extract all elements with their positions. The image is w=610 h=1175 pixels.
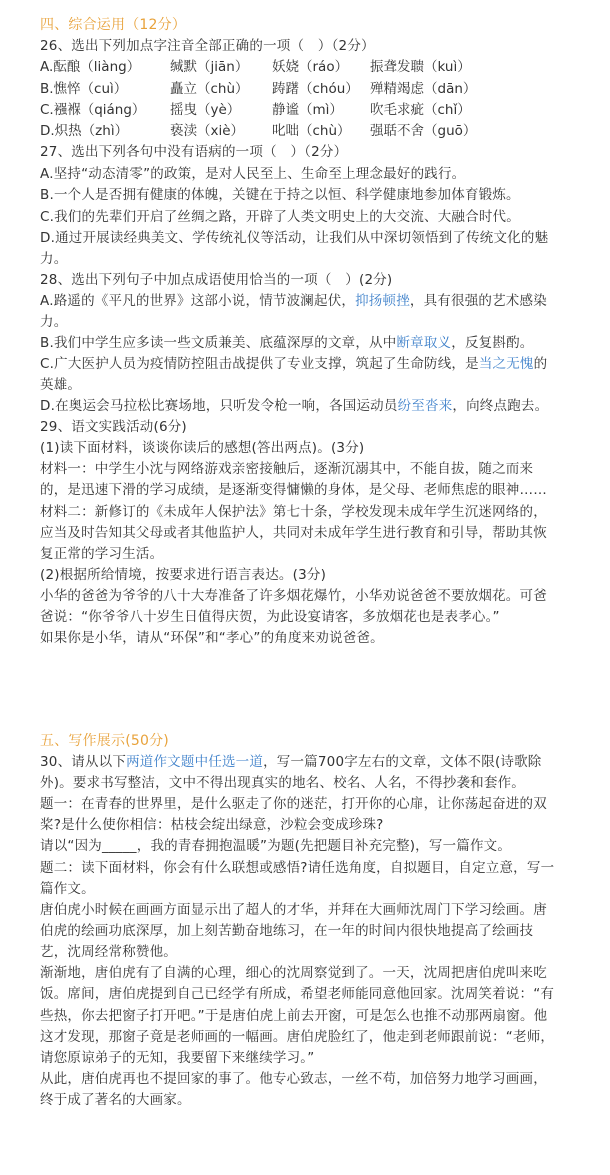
- q27-option-d: D.通过开展读经典美文、学传统礼仪等活动，让我们从中深切领悟到了传统文化的魅: [40, 230, 549, 246]
- topic1-line2: 桨?是什么使你相信：枯枝会绽出绿意，沙粒会变成珍珠?: [40, 817, 384, 833]
- q28-d-text: D.在奥运会马拉松比赛场地，只听发令枪一响，各国运动员: [40, 398, 398, 414]
- q26-a-2: 缄默（jiān）: [170, 59, 249, 75]
- q26-b-4: 殚精竭虑（dān）: [370, 81, 477, 97]
- topic2-line1: 题二：读下面材料，你会有什么联想或感悟?请任选角度，自拟题目，自定立意，写一: [40, 860, 555, 876]
- q29-stem: 29、语文实践活动(6分): [40, 419, 187, 435]
- q28-option-d: [40, 396, 602, 416]
- q29-material1: 材料一：中学生小沈与网络游戏亲密接触后，逐渐沉溺其中，不能自拔，随之而来: [40, 461, 534, 477]
- q26-a-3: 妖娆（ráo）: [272, 59, 349, 75]
- q28-b-idiom: 断章取义: [396, 335, 452, 351]
- q28-c-text: C.广大医护人员为疫情防控阻击战提供了专业支撑，筑起了生命防线，是: [40, 356, 479, 372]
- q26-d-3: 叱咄（chù）: [272, 123, 351, 139]
- q26-option-row-c: [40, 100, 602, 120]
- q30-stem: [40, 752, 602, 772]
- q30-text-end: ，写一篇700字左右的文章，文体不限(诗歌除: [263, 754, 542, 770]
- q27-option-d-cont: 力。: [40, 251, 68, 267]
- q28-a-idiom: 抑扬顿挫: [355, 293, 410, 309]
- q27-option-b: B.一个人是否拥有健康的体魄，关键在于持之以恒、科学健康地参加体育锻炼。: [40, 187, 520, 203]
- q26-c-3: 静谧（mì）: [272, 102, 343, 118]
- story-p1-line1: 唐伯虎小时候在画画方面显示出了超人的才华，并拜在大画师沈周门下学习绘画。唐: [40, 902, 547, 918]
- q29-scenario-cont: 爸说：“你爷爷八十岁生日值得庆贺，为此设宴请客，多放烟花也是表孝心。”: [40, 609, 500, 625]
- q28-a-text: A.路遥的《平凡的世界》这部小说，情节波澜起伏，: [40, 293, 356, 309]
- topic1-line3: 请以“因为_____，我的青春拥抱温暖”为题(先把题目补充完整)，写一篇作文。: [40, 838, 512, 854]
- q26-c-4: 吹毛求疵（chǐ）: [370, 102, 471, 118]
- q26-d-4: 强聒不舍（guō）: [370, 123, 477, 139]
- q26-b-1: B.憔悴（cuì）: [40, 81, 128, 97]
- q26-c-2: 摇曳（yè）: [170, 102, 241, 118]
- q29-material2: 材料二：新修订的《未成年人保护法》第七十条，学校发现未成年学生沉迷网络的，: [40, 504, 547, 520]
- q28-option-b: [40, 333, 602, 353]
- q26-b-2: 矗立（chù）: [170, 81, 249, 97]
- q30-highlight: 两道作文题中任选一道: [126, 754, 264, 770]
- q28-stem: 28、选出下列句子中加点成语使用恰当的一项（ ）(2分): [40, 272, 393, 288]
- q26-a-4: 振聋发聩（kuì）: [370, 59, 471, 75]
- q26-b-3: 踌躇（chóu）: [272, 81, 359, 97]
- q29-material2-cont: 应当及时告知其父母或者其他监护人，共同对未成年学生进行教育和引导，帮助其恢: [40, 525, 547, 541]
- story-p3-line2: 终于成了著名的大画家。: [40, 1092, 191, 1108]
- section-heading-part5: 五、写作展示(50分): [40, 733, 169, 749]
- section-heading-part4: 四、综合运用（12分）: [40, 17, 187, 33]
- q26-option-row-d: [40, 121, 602, 141]
- story-p3-line1: 从此，唐伯虎再也不提回家的事了。他专心致志，一丝不苟，加倍努力地学习画画，: [40, 1071, 547, 1087]
- story-p2-line5: 请您原谅弟子的无知，我要留下来继续学习。”: [40, 1050, 315, 1066]
- q27-option-a: A.坚持“动态清零”的政策，是对人民至上、生命至上理念最好的践行。: [40, 166, 466, 182]
- q26-option-row-a: [40, 57, 602, 77]
- q27-stem: 27、选出下列各句中没有语病的一项（ ）（2分）: [40, 144, 348, 160]
- q26-stem: 26、选出下列加点字注音全部正确的一项（ ）（2分）: [40, 38, 375, 54]
- story-p1-line3: 艺，沈周经常称赞他。: [40, 944, 177, 960]
- q28-d-text-end: ，向终点跑去。: [452, 398, 549, 414]
- q26-d-2: 亵渎（xiè）: [170, 123, 245, 139]
- q28-option-c-cont: 英雄。: [40, 377, 82, 393]
- q29-task: 如果你是小华，请从“环保”和“孝心”的角度来劝说爸爸。: [40, 630, 384, 646]
- story-p2-line1: 渐渐地，唐伯虎有了自满的心理，细心的沈周察觉到了。一天，沈周把唐伯虎叫来吃: [40, 965, 547, 981]
- q27-option-c: C.我们的先辈们开启了丝绸之路，开辟了人类文明史上的大交流、大融合时代。: [40, 209, 520, 225]
- q30-stem-cont: 外)。要求书写整洁，文中不得出现真实的地名、校名、人名，不得抄袭和套作。: [40, 775, 525, 791]
- q28-option-a-cont: 力。: [40, 314, 68, 330]
- q29-sub2: (2)根据所给情境，按要求进行语言表达。(3分): [40, 567, 327, 583]
- q30-text: 30、请从以下: [40, 754, 127, 770]
- story-p2-line2: 饭。席间，唐伯虎提到自己已经学有所成，希望老师能同意他回家。沈周笑着说：“有: [40, 986, 555, 1002]
- q28-a-text-end: ，具有很强的艺术感染: [409, 293, 547, 309]
- topic1-line1: 题一：在青春的世界里，是什么驱走了你的迷茫，打开你的心扉，让你荡起奋进的双: [40, 796, 547, 812]
- story-p1-line2: 伯虎的绘画功底深厚，加上刻苦勤奋地练习，在一年的时间内很快地提高了绘画技: [40, 923, 534, 939]
- q28-c-idiom: 当之无愧: [478, 356, 534, 372]
- q28-b-text-end: ，反复斟酌。: [451, 335, 534, 351]
- q28-c-text-end: 的: [533, 356, 548, 372]
- q28-option-c: [40, 354, 602, 374]
- q26-c-1: C.襁褓（qiáng）: [40, 102, 146, 118]
- q28-option-a: [40, 291, 602, 311]
- q29-material2-cont2: 复正常的学习生活。: [40, 546, 164, 562]
- q28-b-text: B.我们中学生应多读一些文质兼美、底蕴深厚的文章，从中: [40, 335, 397, 351]
- q29-scenario: 小华的爸爸为爷爷的八十大寿准备了许多烟花爆竹，小华劝说爸爸不要放烟花。可爸: [40, 588, 547, 604]
- story-p2-line3: 些热，你去把窗子打开吧。”于是唐伯虎上前去开窗，可是怎么也推不动那两扇窗。他: [40, 1008, 548, 1024]
- q29-sub1: (1)读下面材料，谈谈你读后的感想(答出两点)。(3分): [40, 440, 365, 456]
- q26-d-1: D.炽热（zhì）: [40, 123, 129, 139]
- story-p2-line4: 这才发现，那窗子竟是老师画的一幅画。唐伯虎脸红了，他走到老师跟前说：“老师，: [40, 1029, 555, 1045]
- q28-d-idiom: 纷至沓来: [397, 398, 453, 414]
- q29-material1-cont: 的，是迅速下滑的学习成绩，是逐渐变得慵懒的身体，是父母、老师焦虑的眼神……: [40, 482, 547, 498]
- topic2-line2: 篇作文。: [40, 881, 95, 897]
- q26-a-1: A.酝酿（liàng）: [40, 59, 141, 75]
- q26-option-row-b: [40, 79, 602, 99]
